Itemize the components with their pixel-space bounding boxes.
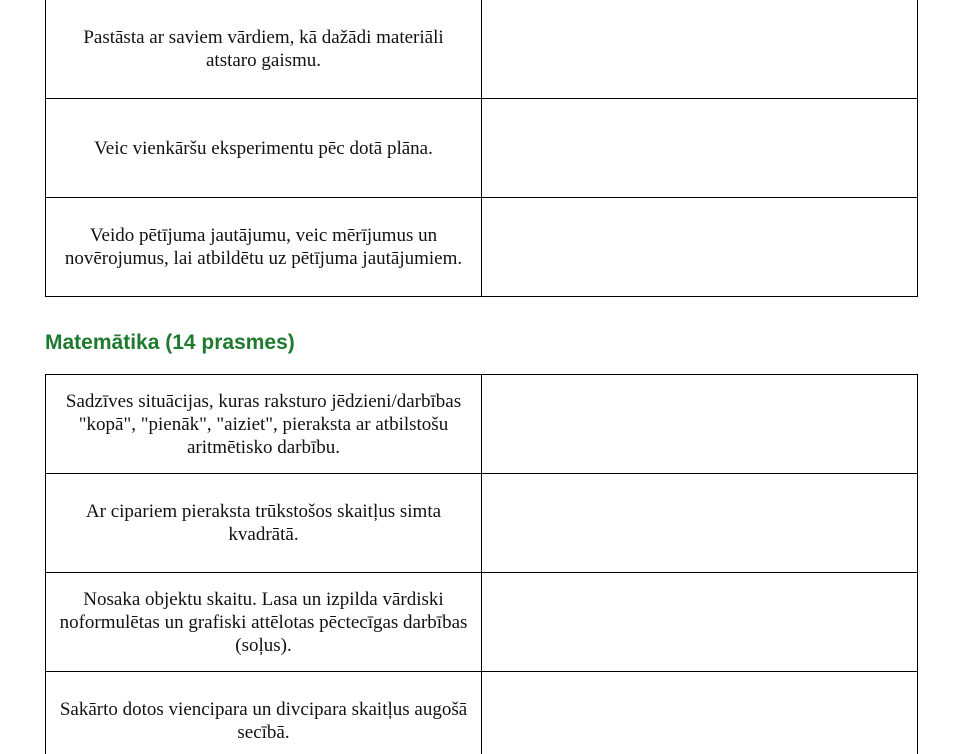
skill-cell: Sakārto dotos viencipara un divcipara skaitļus augošā secībā. xyxy=(46,672,482,754)
skill-cell: Ar cipariem pieraksta trūkstošos skaitļus simta kvadrātā. xyxy=(46,474,482,573)
science-skills-table xyxy=(45,0,918,297)
math-skills-table xyxy=(45,374,918,754)
skill-cell: Veido pētījuma jautājumu, veic mērījumus un novērojumus, lai atbildētu uz pētījuma jautājumiem. xyxy=(46,198,482,297)
table-row xyxy=(46,99,918,198)
table-row xyxy=(46,672,918,754)
assessment-cell[interactable] xyxy=(482,0,918,99)
assessment-cell[interactable] xyxy=(482,672,918,754)
table-row xyxy=(46,198,918,297)
skill-cell: Nosaka objektu skaitu. Lasa un izpilda vārdiski noformulētas un grafiski attēlotas pēctecīgas darbības (soļus). xyxy=(46,573,482,672)
assessment-cell[interactable] xyxy=(482,198,918,297)
assessment-cell[interactable] xyxy=(482,99,918,198)
table-row xyxy=(46,375,918,474)
assessment-cell[interactable] xyxy=(482,474,918,573)
table-row xyxy=(46,0,918,99)
skill-cell: Sadzīves situācijas, kuras raksturo jēdzieni/darbības "kopā", "pienāk", "aiziet", pieraksta ar atbilstošu aritmētisko darbību. xyxy=(46,375,482,474)
table-row xyxy=(46,573,918,672)
assessment-cell[interactable] xyxy=(482,375,918,474)
assessment-cell[interactable] xyxy=(482,573,918,672)
table-row xyxy=(46,474,918,573)
section-heading-math: Matemātika (14 prasmes) xyxy=(45,331,295,354)
skill-cell: Pastāsta ar saviem vārdiem, kā dažādi materiāli atstaro gaismu. xyxy=(46,0,482,99)
skill-cell: Veic vienkāršu eksperimentu pēc dotā plāna. xyxy=(46,99,482,198)
